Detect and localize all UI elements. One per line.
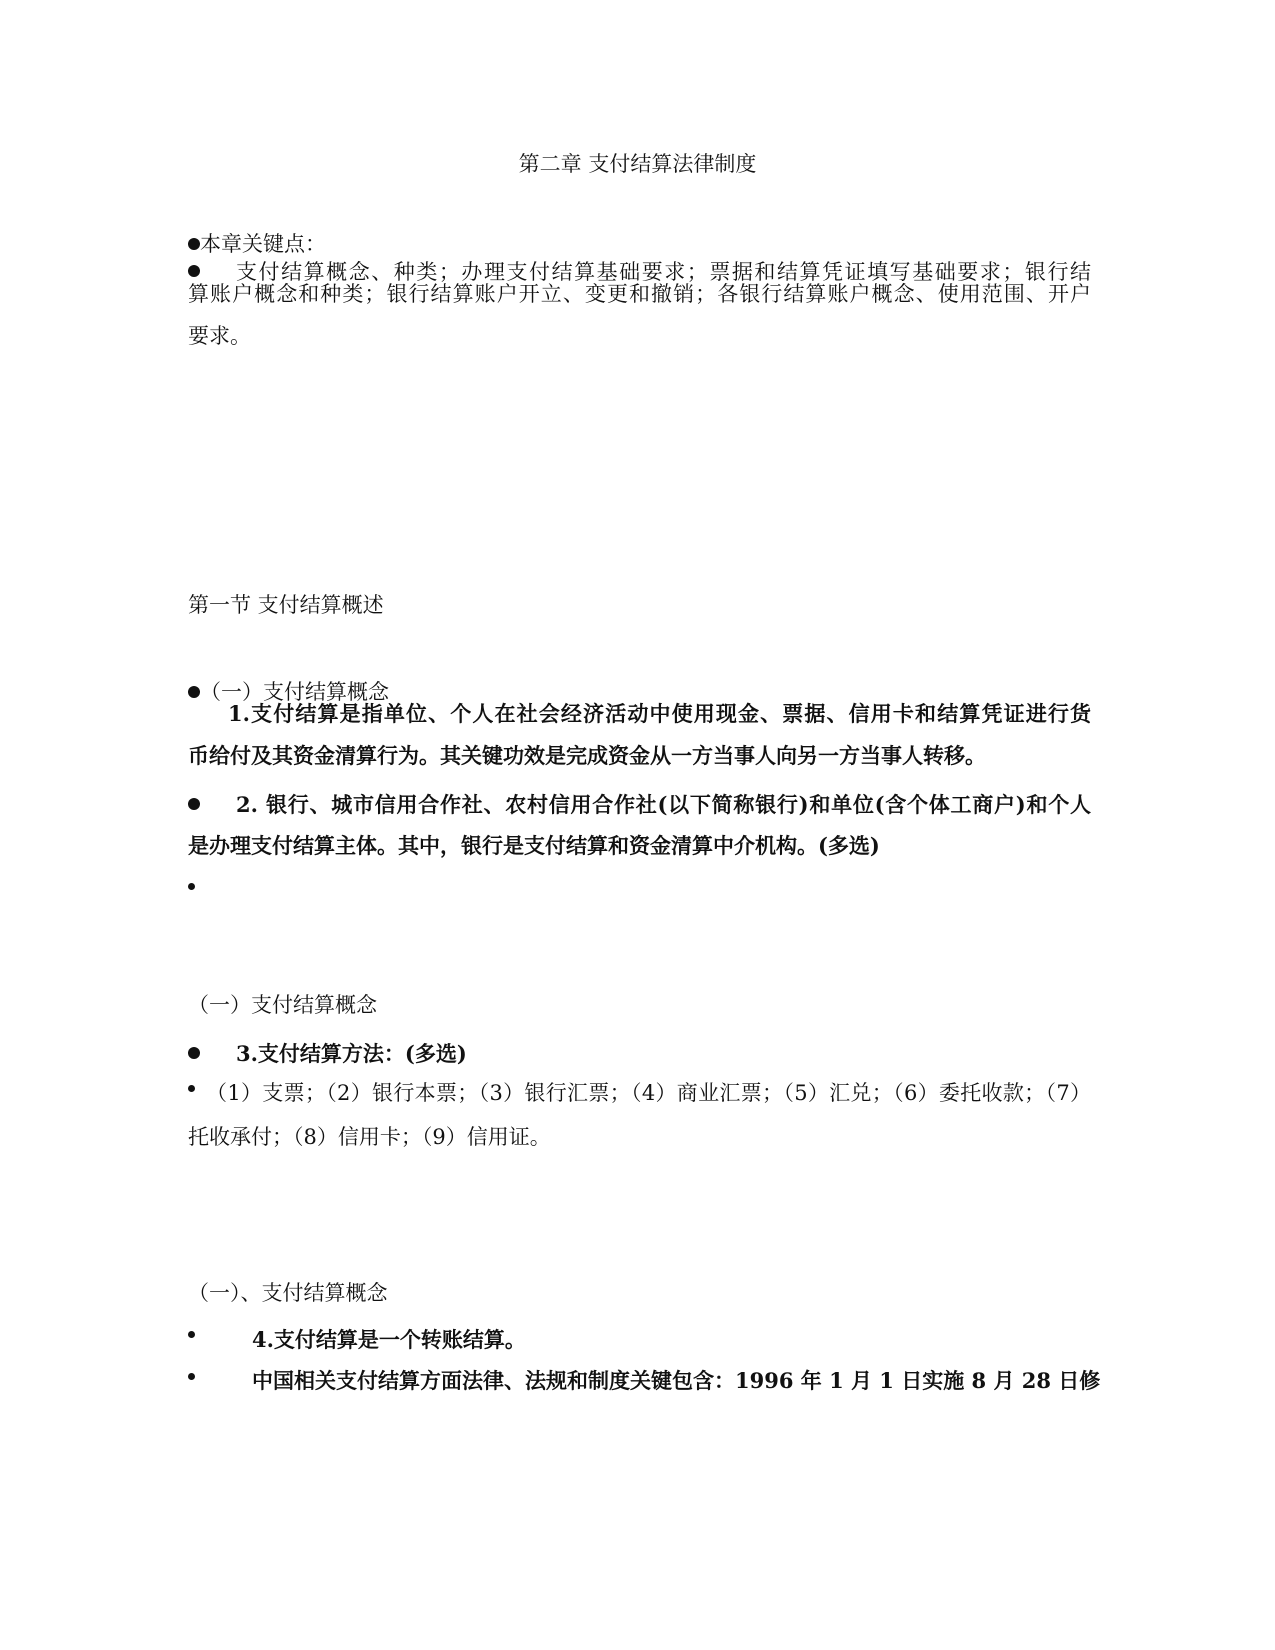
key-points-line-1: 支付结算概念、种类；办理支付结算基础要求；票据和结算凭证填写基础要求；银行结 bbox=[236, 260, 1091, 284]
key-points-line-2: 算账户概念和种类；银行结算账户开立、变更和撤销；各银行结算账户概念、使用范围、开户 bbox=[188, 282, 1091, 306]
paragraph-4-line-1: （1）支票；（2）银行本票；（3）银行汇票；（4）商业汇票；（5）汇兑；（6）委托收款；（7） bbox=[206, 1081, 1091, 1105]
key-points-heading-row bbox=[188, 232, 326, 256]
bullet-icon bbox=[188, 1044, 200, 1063]
paragraph-1-line-1: 1.支付结算是指单位、个人在社会经济活动中使用现金、票据、信用卡和结算凭证进行货 bbox=[228, 701, 1091, 726]
paragraph-5-line-1: 4.支付结算是一个转账结算。 bbox=[252, 1327, 526, 1352]
paragraph-2-line-2: 是办理支付结算主体。其中，银行是支付结算和资金清算中介机构。(多选) bbox=[188, 833, 880, 858]
sub-heading-1: （一）支付结算概念 bbox=[200, 680, 389, 704]
paragraph-3-line-1: 3.支付结算方法：(多选) bbox=[236, 1041, 467, 1066]
bullet-icon bbox=[188, 882, 195, 901]
key-points-heading: 本章关键点： bbox=[200, 232, 326, 256]
bullet-icon bbox=[188, 1330, 195, 1349]
paragraph-2-line-1: 2. 银行、城市信用合作社、农村信用合作社(以下简称银行)和单位(含个体工商户)和个人 bbox=[236, 792, 1091, 817]
bullet-icon bbox=[188, 238, 200, 250]
bullet-icon bbox=[188, 686, 200, 698]
paragraph-6-line-1: 中国相关支付结算方面法律、法规和制度关键包含：1996 年 1 月 1 日实施 8 月 28 日修 bbox=[252, 1368, 1101, 1393]
paragraph-4-line-2: 托收承付；（8）信用卡；（9）信用证。 bbox=[188, 1125, 551, 1149]
sub-heading-3: （一）、支付结算概念 bbox=[188, 1281, 388, 1305]
section-title: 第一节 支付结算概述 bbox=[188, 593, 384, 617]
paragraph-1-line-2: 币给付及其资金清算行为。其关键功效是完成资金从一方当事人向另一方当事人转移。 bbox=[188, 743, 986, 768]
bullet-icon bbox=[188, 1372, 195, 1391]
sub-heading-2: （一）支付结算概念 bbox=[188, 993, 377, 1017]
chapter-title: 第二章 支付结算法律制度 bbox=[518, 152, 757, 176]
key-points-line-3: 要求。 bbox=[188, 324, 251, 348]
